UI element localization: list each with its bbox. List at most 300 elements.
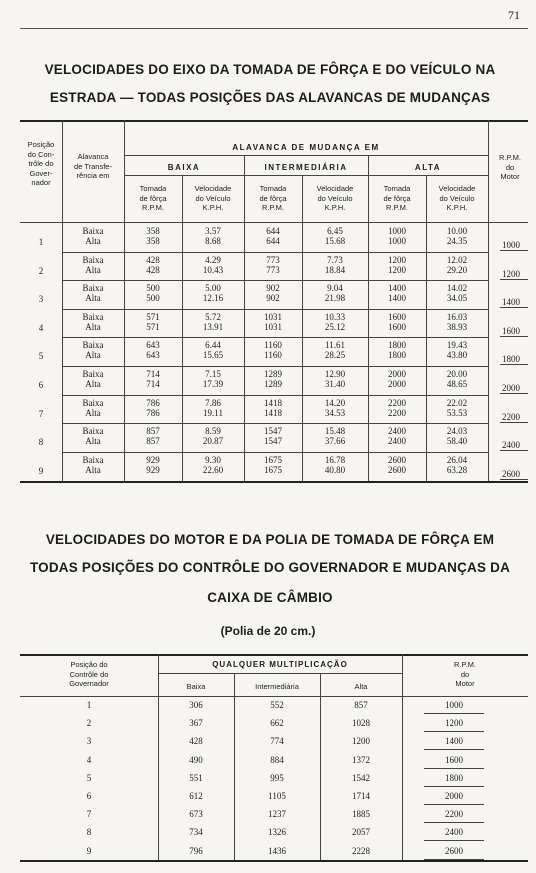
baixa-tomada-cell-upper: 571 <box>146 312 160 322</box>
intermediaria-velocidade-cell-upper: 11.61 <box>325 340 345 350</box>
rpm-motor-cell: 1000 <box>445 700 463 710</box>
alta-tomada-cell-upper: 1200 <box>388 255 406 265</box>
table1-title-line1: VELOCIDADES DO EIXO DA TOMADA DE FÔRÇA E DO VEÍCULO NA <box>44 62 496 77</box>
table1-header-rpm-motor: R.P.M. do Motor <box>499 153 521 181</box>
table2-group-rule <box>158 673 402 674</box>
baixa-tomada-cell <box>124 226 182 246</box>
rpm-underline <box>500 279 528 280</box>
table1-header-velocidade: Velocidade do Veículo K.P.H. <box>438 184 476 212</box>
alta-velocidade-cell-upper: 22.02 <box>446 398 468 408</box>
alta-tomada-cell <box>368 369 426 389</box>
intermediaria-velocidade-cell-lower: 21.98 <box>324 293 346 303</box>
alta-tomada-cell-upper: 2400 <box>388 426 406 436</box>
table2-title-line1: VELOCIDADES DO MOTOR E DA POLIA DE TOMADA DE FÔRÇA EM <box>45 532 495 547</box>
position-cell: 2 <box>38 266 44 276</box>
alta-tomada-cell-lower: 2000 <box>388 379 406 389</box>
table2-subtitle: (Polia de 20 cm.) <box>220 624 316 638</box>
alta-velocidade-cell-lower: 48.65 <box>446 379 468 389</box>
rpm-motor-cell: 2200 <box>502 412 520 422</box>
rpm-motor-cell: 2600 <box>502 469 520 479</box>
top-rule <box>20 28 528 29</box>
rpm-motor-cell: 2000 <box>502 383 520 393</box>
rpm-underline <box>424 749 484 750</box>
lever-cell-lower: Alta <box>85 236 101 246</box>
rpm-underline <box>424 713 484 714</box>
intermediaria-velocidade-cell-lower: 28.25 <box>324 350 346 360</box>
baixa-velocidade-cell <box>182 369 244 389</box>
alta-velocidade-cell-upper: 16.03 <box>446 312 468 322</box>
intermediaria-tomada-cell-lower: 1418 <box>264 408 282 418</box>
lever-cell-lower: Alta <box>85 379 101 389</box>
intermediaria-cell: 884 <box>270 755 284 765</box>
baixa-cell: 551 <box>189 773 203 783</box>
rpm-underline <box>500 393 528 394</box>
baixa-tomada-cell-upper: 786 <box>146 398 160 408</box>
table1-row-rule <box>62 337 488 338</box>
table2-header-rule <box>20 696 528 697</box>
table2-title-line3: CAIXA DE CÂMBIO <box>207 590 333 605</box>
rpm-motor-cell: 1200 <box>445 718 463 728</box>
position-cell: 2 <box>86 718 92 728</box>
table1-header-alta: ALTA <box>414 163 442 172</box>
table2-header-posicao: Posição do Contrôle do Governador <box>69 660 109 688</box>
baixa-velocidade-cell-lower: 8.68 <box>205 236 221 246</box>
position-cell: 7 <box>86 809 92 819</box>
baixa-velocidade-cell-lower: 22.60 <box>202 465 224 475</box>
baixa-tomada-cell-lower: 428 <box>146 265 160 275</box>
lever-cell <box>62 369 124 389</box>
intermediaria-tomada-cell-upper: 1418 <box>264 398 282 408</box>
baixa-tomada-cell <box>124 255 182 275</box>
intermediaria-tomada-cell <box>244 283 302 303</box>
alta-cell: 1200 <box>352 736 370 746</box>
baixa-tomada-cell <box>124 340 182 360</box>
baixa-velocidade-cell-upper: 6.44 <box>205 340 221 350</box>
intermediaria-tomada-cell <box>244 398 302 418</box>
position-cell: 4 <box>86 755 92 765</box>
lever-cell-upper: Baixa <box>82 255 104 265</box>
alta-cell: 1714 <box>352 791 370 801</box>
position-cell: 4 <box>38 323 44 333</box>
alta-tomada-cell-lower: 1800 <box>388 350 406 360</box>
rpm-underline <box>424 731 484 732</box>
intermediaria-tomada-cell <box>244 226 302 246</box>
alta-velocidade-cell-upper: 20.00 <box>446 369 468 379</box>
alta-tomada-cell <box>368 312 426 332</box>
rpm-motor-cell: 1800 <box>445 773 463 783</box>
table1-header-alavanca: Alavanca de Transfe- rência em <box>74 152 112 180</box>
position-cell: 9 <box>38 466 44 476</box>
baixa-tomada-cell-lower: 714 <box>146 379 160 389</box>
table1-row-rule <box>62 280 488 281</box>
rpm-underline <box>500 250 528 251</box>
baixa-velocidade-cell <box>182 312 244 332</box>
baixa-velocidade-cell-upper: 7.86 <box>205 398 221 408</box>
alta-velocidade-cell <box>426 369 488 389</box>
intermediaria-tomada-cell <box>244 455 302 475</box>
intermediaria-velocidade-cell-upper: 10.33 <box>324 312 346 322</box>
baixa-tomada-cell-upper: 643 <box>146 340 160 350</box>
lever-cell <box>62 426 124 446</box>
table2-title-line2: TODAS POSIÇÕES DO CONTRÔLE DO GOVERNADOR E MUDANÇAS DA <box>29 560 511 575</box>
baixa-tomada-cell-lower: 358 <box>146 236 160 246</box>
intermediaria-tomada-cell-lower: 1031 <box>264 322 282 332</box>
intermediaria-velocidade-cell-lower: 15.68 <box>324 236 346 246</box>
intermediaria-velocidade-cell-upper: 9.04 <box>327 283 343 293</box>
intermediaria-cell: 774 <box>270 736 284 746</box>
rpm-underline <box>500 479 528 480</box>
table1-header-tomada: Tomada de fôrça R.P.M. <box>259 184 287 212</box>
lever-cell-upper: Baixa <box>82 369 104 379</box>
alta-velocidade-cell-upper: 14.02 <box>446 283 468 293</box>
table2-header-baixa: Baixa <box>186 682 206 691</box>
alta-tomada-cell-upper: 2000 <box>388 369 406 379</box>
baixa-velocidade-cell-lower: 17.39 <box>202 379 224 389</box>
baixa-cell: 306 <box>189 700 203 710</box>
intermediaria-velocidade-cell-upper: 16.78 <box>324 455 346 465</box>
table1-header-posicao: Posição do Con- trôle do Gover- nador <box>27 140 55 187</box>
rpm-underline <box>424 822 484 823</box>
baixa-velocidade-cell <box>182 226 244 246</box>
baixa-cell: 367 <box>189 718 203 728</box>
intermediaria-tomada-cell-upper: 1547 <box>264 426 282 436</box>
alta-velocidade-cell-lower: 53.53 <box>446 408 468 418</box>
intermediaria-velocidade-cell <box>302 369 368 389</box>
rpm-motor-cell: 2000 <box>445 791 463 801</box>
position-cell: 1 <box>38 237 44 247</box>
lever-cell-lower: Alta <box>85 322 101 332</box>
alta-velocidade-cell-lower: 24.35 <box>446 236 468 246</box>
alta-tomada-cell <box>368 226 426 246</box>
rpm-motor-cell: 1800 <box>502 354 520 364</box>
intermediaria-velocidade-cell <box>302 255 368 275</box>
baixa-tomada-cell <box>124 312 182 332</box>
intermediaria-tomada-cell <box>244 312 302 332</box>
alta-cell: 2057 <box>352 827 370 837</box>
alta-tomada-cell <box>368 340 426 360</box>
intermediaria-cell: 995 <box>270 773 284 783</box>
intermediaria-cell: 1237 <box>268 809 286 819</box>
table2-header-group: QUALQUER MULTIPLICAÇÃO <box>212 660 348 669</box>
baixa-tomada-cell <box>124 398 182 418</box>
alta-tomada-cell <box>368 255 426 275</box>
table1-header-intermediaria: INTERMEDIÁRIA <box>264 163 348 172</box>
alta-tomada-cell <box>368 455 426 475</box>
table2-header-intermediaria: Intermediária <box>255 682 299 691</box>
table1-row-rule <box>62 309 488 310</box>
alta-velocidade-cell-lower: 58.40 <box>446 436 468 446</box>
rpm-underline <box>424 840 484 841</box>
table2-bottom-rule <box>20 860 528 862</box>
lever-cell-upper: Baixa <box>82 455 104 465</box>
table1-header-tomada: Tomada de fôrça R.P.M. <box>383 184 411 212</box>
alta-tomada-cell <box>368 426 426 446</box>
intermediaria-velocidade-cell-lower: 25.12 <box>324 322 346 332</box>
alta-cell: 1372 <box>352 755 370 765</box>
table1-header-velocidade: Velocidade do Veículo K.P.H. <box>194 184 232 212</box>
alta-tomada-cell-lower: 1000 <box>388 236 406 246</box>
table1-row-rule <box>62 452 488 453</box>
alta-cell: 857 <box>354 700 368 710</box>
alta-cell: 1885 <box>352 809 370 819</box>
intermediaria-tomada-cell-lower: 644 <box>266 236 280 246</box>
alta-velocidade-cell <box>426 283 488 303</box>
lever-cell-lower: Alta <box>85 436 101 446</box>
alta-cell: 1542 <box>352 773 370 783</box>
baixa-tomada-cell-upper: 428 <box>146 255 160 265</box>
baixa-tomada-cell-lower: 857 <box>146 436 160 446</box>
lever-cell-upper: Baixa <box>82 226 104 236</box>
baixa-tomada-cell-upper: 358 <box>146 226 160 236</box>
baixa-cell: 490 <box>189 755 203 765</box>
alta-velocidade-cell <box>426 226 488 246</box>
alta-velocidade-cell-lower: 38.93 <box>446 322 468 332</box>
intermediaria-cell: 662 <box>270 718 284 728</box>
table2-top-rule <box>20 654 528 656</box>
intermediaria-velocidade-cell-lower: 31.40 <box>324 379 346 389</box>
intermediaria-velocidade-cell-lower: 37.66 <box>324 436 346 446</box>
lever-cell-lower: Alta <box>85 408 101 418</box>
baixa-velocidade-cell-lower: 12.16 <box>202 293 224 303</box>
intermediaria-tomada-cell-lower: 1675 <box>264 465 282 475</box>
rpm-underline <box>424 786 484 787</box>
baixa-tomada-cell <box>124 283 182 303</box>
alta-tomada-cell-lower: 1200 <box>388 265 406 275</box>
alta-tomada-cell-upper: 1400 <box>388 283 406 293</box>
intermediaria-tomada-cell-upper: 644 <box>266 226 280 236</box>
position-cell: 8 <box>86 827 92 837</box>
alta-velocidade-cell-upper: 10.00 <box>446 226 468 236</box>
rpm-underline <box>500 422 528 423</box>
intermediaria-tomada-cell <box>244 426 302 446</box>
baixa-tomada-cell <box>124 369 182 389</box>
alta-velocidade-cell-lower: 29.20 <box>446 265 468 275</box>
lever-cell-lower: Alta <box>85 265 101 275</box>
baixa-velocidade-cell-upper: 5.72 <box>205 312 221 322</box>
alta-tomada-cell-lower: 2400 <box>388 436 406 446</box>
alta-tomada-cell-upper: 1600 <box>388 312 406 322</box>
baixa-tomada-cell-lower: 929 <box>146 465 160 475</box>
intermediaria-velocidade-cell <box>302 426 368 446</box>
intermediaria-tomada-cell <box>244 255 302 275</box>
intermediaria-velocidade-cell <box>302 455 368 475</box>
table1-title-line2: ESTRADA — TODAS POSIÇÕES DAS ALAVANCAS DE MUDANÇAS <box>49 90 491 105</box>
baixa-tomada-cell-lower: 571 <box>146 322 160 332</box>
alta-tomada-cell-lower: 2200 <box>388 408 406 418</box>
baixa-velocidade-cell <box>182 455 244 475</box>
lever-cell <box>62 340 124 360</box>
baixa-tomada-cell-upper: 857 <box>146 426 160 436</box>
lever-cell-lower: Alta <box>85 465 101 475</box>
intermediaria-tomada-cell-upper: 773 <box>266 255 280 265</box>
baixa-velocidade-cell <box>182 398 244 418</box>
table1-row-rule <box>62 395 488 396</box>
baixa-tomada-cell-upper: 929 <box>146 455 160 465</box>
baixa-velocidade-cell-upper: 5.00 <box>205 283 221 293</box>
lever-cell <box>62 398 124 418</box>
position-cell: 1 <box>86 700 92 710</box>
alta-tomada-cell-lower: 1600 <box>388 322 406 332</box>
intermediaria-velocidade-cell-upper: 14.20 <box>324 398 346 408</box>
baixa-velocidade-cell <box>182 283 244 303</box>
baixa-tomada-cell <box>124 455 182 475</box>
rpm-motor-cell: 1600 <box>445 755 463 765</box>
alta-tomada-cell <box>368 283 426 303</box>
rpm-motor-cell: 2200 <box>445 809 463 819</box>
baixa-tomada-cell-lower: 643 <box>146 350 160 360</box>
baixa-tomada-cell-lower: 786 <box>146 408 160 418</box>
alta-velocidade-cell <box>426 455 488 475</box>
alta-velocidade-cell-lower: 34.05 <box>446 293 468 303</box>
position-cell: 7 <box>38 409 44 419</box>
intermediaria-tomada-cell-upper: 1031 <box>264 312 282 322</box>
intermediaria-velocidade-cell <box>302 340 368 360</box>
position-cell: 3 <box>38 294 44 304</box>
baixa-cell: 796 <box>189 846 203 856</box>
table1-bottom-rule <box>20 481 528 483</box>
rpm-underline <box>424 768 484 769</box>
intermediaria-cell: 1326 <box>268 827 286 837</box>
intermediaria-tomada-cell <box>244 340 302 360</box>
lever-cell <box>62 455 124 475</box>
baixa-velocidade-cell-upper: 7.15 <box>205 369 221 379</box>
position-cell: 5 <box>38 351 44 361</box>
table1-header-group: ALAVANCA DE MUDANÇA EM <box>232 143 380 152</box>
baixa-velocidade-cell-upper: 4.29 <box>205 255 221 265</box>
intermediaria-cell: 552 <box>270 700 284 710</box>
intermediaria-velocidade-cell <box>302 226 368 246</box>
rpm-underline <box>500 307 528 308</box>
intermediaria-velocidade-cell-upper: 6.45 <box>327 226 343 236</box>
rpm-underline <box>424 804 484 805</box>
intermediaria-tomada-cell-lower: 1289 <box>264 379 282 389</box>
lever-cell-lower: Alta <box>85 350 101 360</box>
intermediaria-velocidade-cell-upper: 12.90 <box>324 369 346 379</box>
baixa-velocidade-cell-upper: 9.30 <box>205 455 221 465</box>
alta-velocidade-cell <box>426 312 488 332</box>
baixa-velocidade-cell <box>182 255 244 275</box>
baixa-velocidade-cell <box>182 426 244 446</box>
alta-velocidade-cell-upper: 26.04 <box>446 455 468 465</box>
baixa-velocidade-cell-upper: 3.57 <box>205 226 221 236</box>
table2-header-alta: Alta <box>354 682 368 691</box>
alta-velocidade-cell-upper: 12.02 <box>446 255 468 265</box>
baixa-velocidade-cell-lower: 13.91 <box>202 322 224 332</box>
table1-row-rule <box>62 366 488 367</box>
rpm-underline <box>424 859 484 860</box>
rpm-motor-cell: 2400 <box>445 827 463 837</box>
rpm-motor-cell: 2600 <box>445 846 463 856</box>
baixa-velocidade-cell-upper: 8.59 <box>205 426 221 436</box>
alta-velocidade-cell-lower: 63.28 <box>446 465 468 475</box>
rpm-motor-cell: 1600 <box>502 326 520 336</box>
intermediaria-tomada-cell-upper: 1675 <box>264 455 282 465</box>
rpm-underline <box>500 364 528 365</box>
rpm-motor-cell: 1400 <box>502 297 520 307</box>
lever-cell <box>62 255 124 275</box>
table1-top-rule <box>20 120 528 122</box>
alta-cell: 1028 <box>352 718 370 728</box>
table1-group-rule <box>124 155 488 156</box>
alta-tomada-cell-upper: 1800 <box>388 340 406 350</box>
lever-cell-upper: Baixa <box>82 283 104 293</box>
lever-cell-lower: Alta <box>85 293 101 303</box>
table1-header-velocidade: Velocidade do Veículo K.P.H. <box>316 184 354 212</box>
table1-row-rule <box>62 423 488 424</box>
position-cell: 5 <box>86 773 92 783</box>
intermediaria-tomada-cell <box>244 369 302 389</box>
baixa-velocidade-cell <box>182 340 244 360</box>
intermediaria-velocidade-cell-upper: 15.48 <box>324 426 346 436</box>
position-cell: 8 <box>38 437 44 447</box>
table1-row-rule <box>62 252 488 253</box>
intermediaria-tomada-cell-upper: 1160 <box>264 340 282 350</box>
baixa-velocidade-cell-lower: 15.65 <box>202 350 224 360</box>
baixa-tomada-cell-upper: 714 <box>146 369 160 379</box>
table1-header-baixa: BAIXA <box>167 163 201 172</box>
intermediaria-tomada-cell-upper: 1289 <box>264 369 282 379</box>
intermediaria-velocidade-cell-lower: 34.53 <box>324 408 346 418</box>
intermediaria-velocidade-cell <box>302 283 368 303</box>
table1-subgroup-rule <box>124 175 488 176</box>
alta-velocidade-cell <box>426 340 488 360</box>
intermediaria-tomada-cell-upper: 902 <box>266 283 280 293</box>
lever-cell-upper: Baixa <box>82 426 104 436</box>
alta-velocidade-cell-lower: 43.80 <box>446 350 468 360</box>
lever-cell-upper: Baixa <box>82 340 104 350</box>
intermediaria-cell: 1436 <box>268 846 286 856</box>
baixa-cell: 734 <box>189 827 203 837</box>
baixa-velocidade-cell-lower: 10.43 <box>202 265 224 275</box>
rpm-motor-cell: 1200 <box>502 269 520 279</box>
intermediaria-velocidade-cell-lower: 40.80 <box>324 465 346 475</box>
intermediaria-tomada-cell-lower: 1547 <box>264 436 282 446</box>
rpm-motor-cell: 1400 <box>445 736 463 746</box>
alta-velocidade-cell <box>426 255 488 275</box>
alta-tomada-cell-lower: 2600 <box>388 465 406 475</box>
alta-tomada-cell-upper: 1000 <box>388 226 406 236</box>
intermediaria-velocidade-cell-upper: 7.73 <box>327 255 343 265</box>
baixa-cell: 612 <box>189 791 203 801</box>
lever-cell <box>62 312 124 332</box>
position-cell: 6 <box>86 791 92 801</box>
alta-velocidade-cell-upper: 19.43 <box>446 340 468 350</box>
baixa-tomada-cell-upper: 500 <box>146 283 160 293</box>
intermediaria-tomada-cell-lower: 902 <box>266 293 280 303</box>
rpm-underline <box>500 336 528 337</box>
position-cell: 6 <box>38 380 44 390</box>
position-cell: 3 <box>86 736 92 746</box>
baixa-cell: 428 <box>189 736 203 746</box>
baixa-tomada-cell <box>124 426 182 446</box>
alta-tomada-cell-upper: 2200 <box>388 398 406 408</box>
page-number: 71 <box>508 8 520 22</box>
intermediaria-tomada-cell-lower: 1160 <box>264 350 282 360</box>
table1-header-tomada: Tomada de fôrça R.P.M. <box>139 184 167 212</box>
table2-header-rpm-motor: R.P.M. do Motor <box>454 660 476 688</box>
baixa-tomada-cell-lower: 500 <box>146 293 160 303</box>
alta-tomada-cell-upper: 2600 <box>388 455 406 465</box>
lever-cell-upper: Baixa <box>82 398 104 408</box>
baixa-velocidade-cell-lower: 20.87 <box>202 436 224 446</box>
rpm-motor-cell: 2400 <box>502 440 520 450</box>
alta-tomada-cell-lower: 1400 <box>388 293 406 303</box>
table1-header-rule <box>20 222 528 223</box>
baixa-cell: 673 <box>189 809 203 819</box>
intermediaria-velocidade-cell <box>302 312 368 332</box>
alta-velocidade-cell <box>426 398 488 418</box>
baixa-velocidade-cell-lower: 19.11 <box>203 408 223 418</box>
